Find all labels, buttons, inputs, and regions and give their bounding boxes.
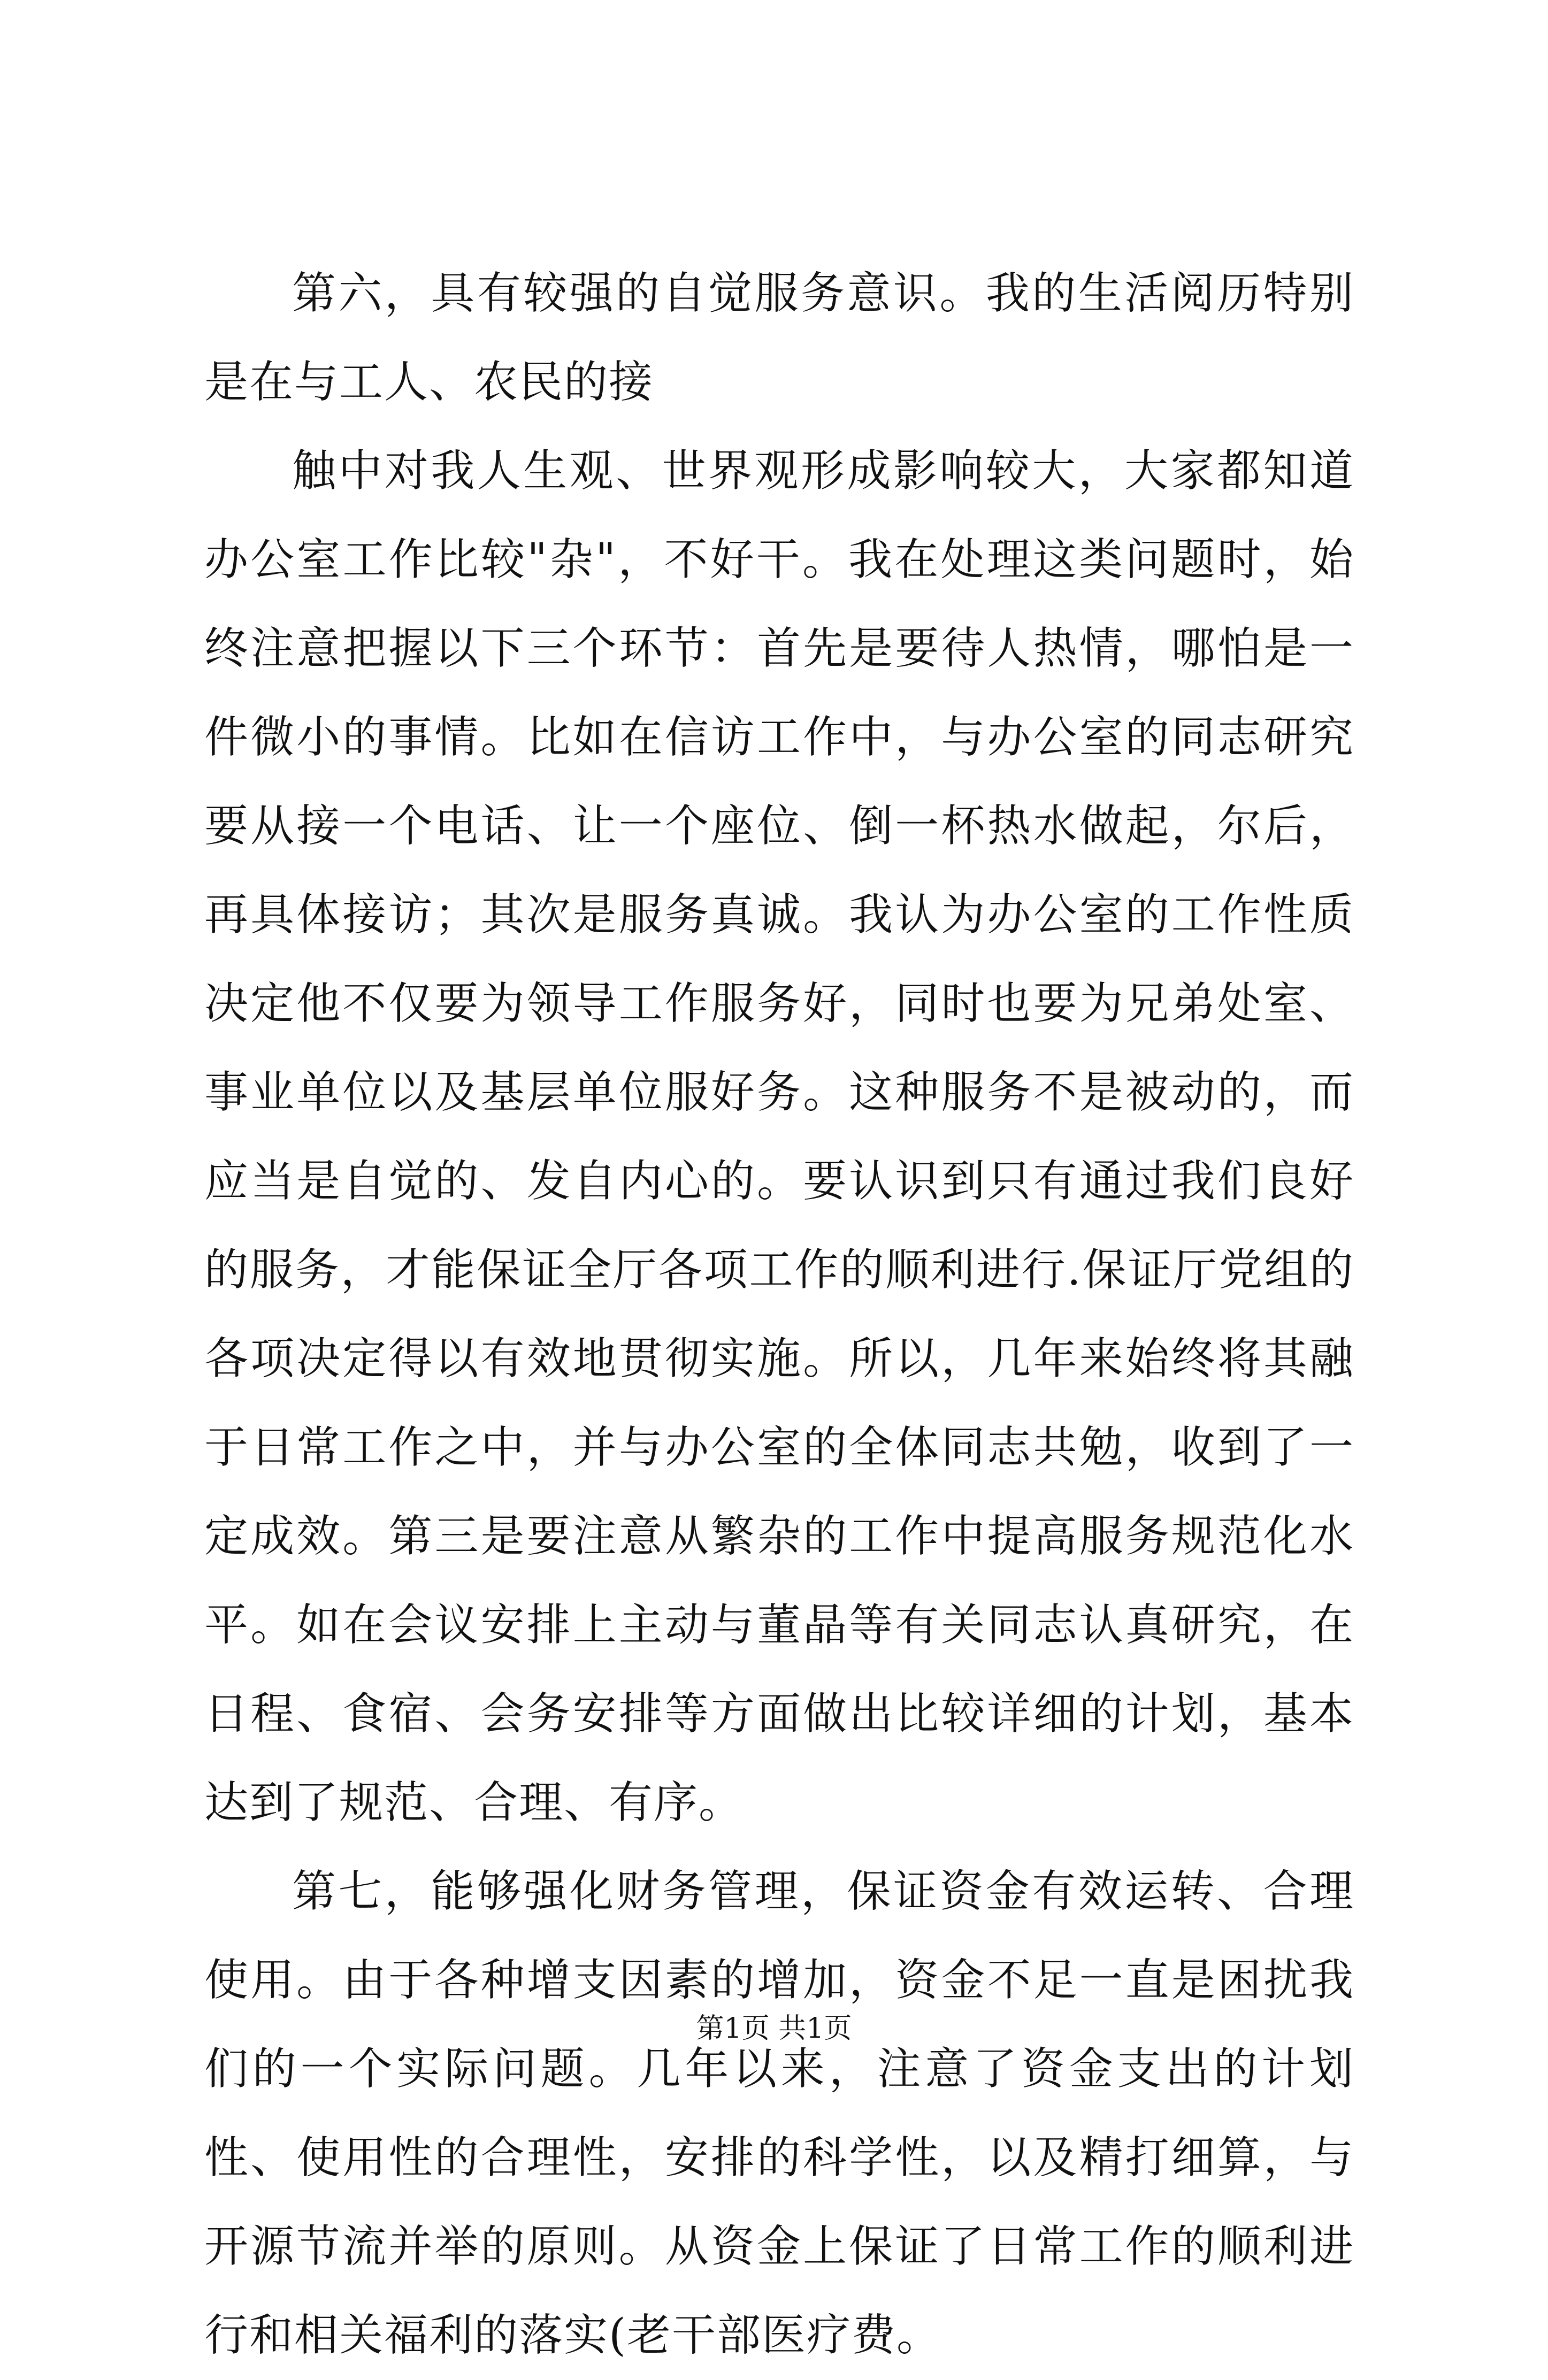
page-footer: 第1页 共1页 bbox=[696, 2013, 852, 2045]
paragraph-1: 第六，具有较强的自觉服务意识。我的生活阅历特别是在与工人、农民的接 bbox=[204, 268, 1354, 408]
paragraph-3: 第七，能够强化财务管理，保证资金有效运转、合理使用。由于各种增支因素的增加，资金不足一直是困扰我们的一个实际问题。几年以来，注意了资金支出的计划性、使用性的合理性，安排的科学性，以及精打细算，与开源节流并举的原则。从资金上保证了日常工作的顺利进行和相关福利的落实(老干部医疗费。 bbox=[204, 1866, 1354, 2361]
document-body bbox=[204, 249, 1354, 2380]
paragraph-2: 触中对我人生观、世界观形成影响较大，大家都知道办公室工作比较"杂"，不好干。我在处理这类问题时，始终注意把握以下三个环节：首先是要待人热情，哪怕是一件微小的事情。比如在信访工作中，与办公室的同志研究要从接一个电话、让一个座位、倒一杯热水做起，尔后，再具体接访；其次是服务真诚。我认为办公室的工作性质决定他不仅要为领导工作服务好，同时也要为兄弟处室、事业单位以及基层单位服好务。这种服务不是被动的，而应当是自觉的、发自内心的。要认识到只有通过我们良好的服务，才能保证全厅各项工作的顺利进行.保证厅党组的各项决定得以有效地贯彻实施。所以，几年来始终将其融于日常工作之中，并与办公室的全体同志共勉，收到了一定成效。第三是要注意从繁杂的工作中提高服务规范化水平。如在会议安排上主动与董晶等有关同志认真研究，在日程、食宿、会务安排等方面做出比较详细的计划，基本达到了规范、合理、有序。 bbox=[204, 446, 1354, 1828]
